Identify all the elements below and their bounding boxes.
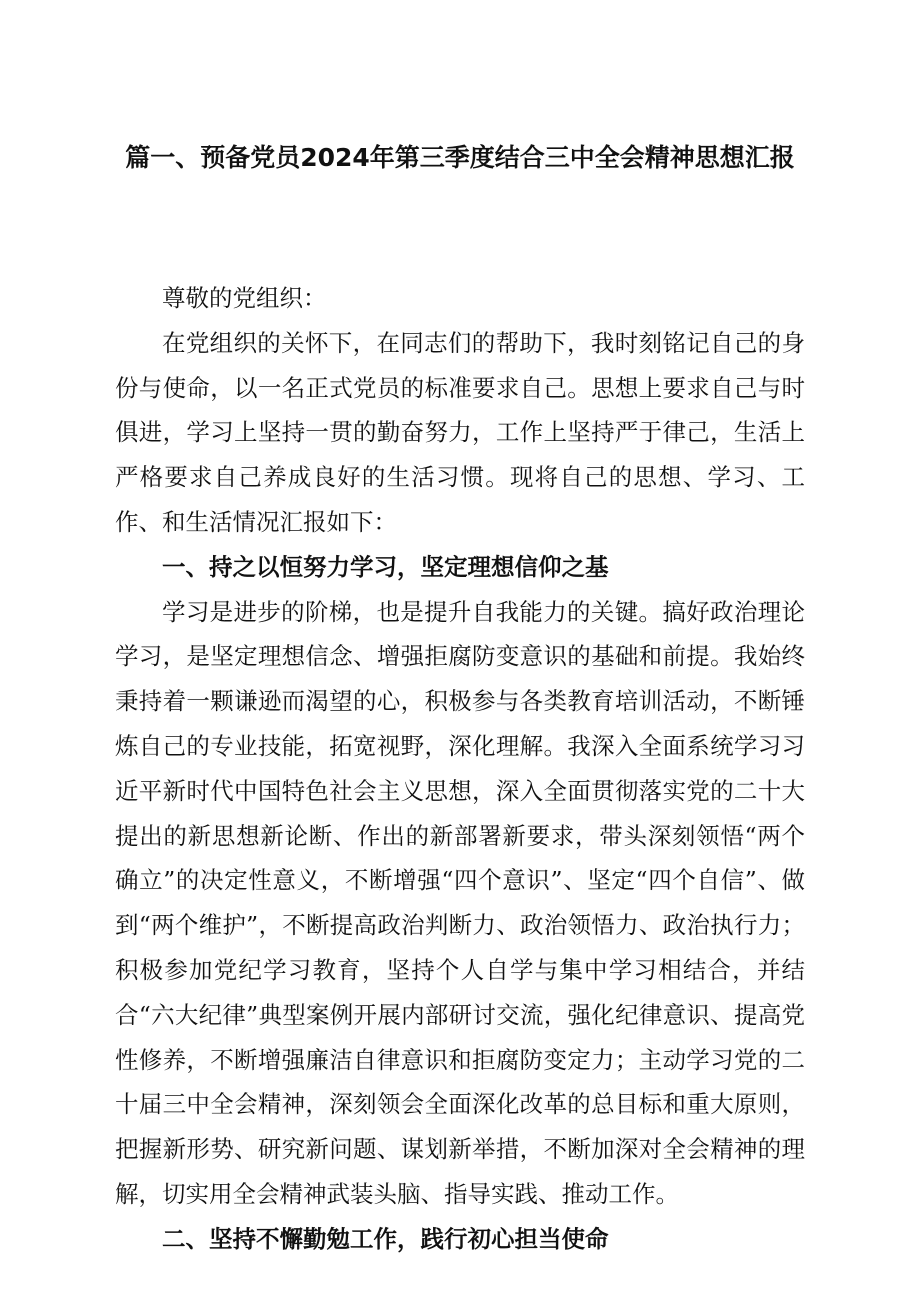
section-1-paragraph: 学习是进步的阶梯，也是提升自我能力的关键。搞好政治理论学习，是坚定理想信念、增强拒腐防变意识的基础和前提。我始终秉持着一颗谦逊而渴望的心，积极参与各类教育培训活动，不断锤炼自己的专业技能，拓宽视野，深化理解。我深入全面系统学习习近平新时代中国特色社会主义思想，深入全面贯彻落实党的二十大提出的新思想新论断、作出的新部署新要求，带头深刻领悟“两个确立”的决定性意义，不断增强“四个意识”、坚定“四个自信”、做到“两个维护”，不断提高政治判断力、政治领悟力、政治执行力；积极参加党纪学习教育，坚持个人自学与集中学习相结合，并结合“六大纪律”典型案例开展内部研讨交流，强化纪律意识、提高党性修养，不断增强廉洁自律意识和拒腐防变定力；主动学习党的二十届三中全会精神，深刻领会全面深化改革的总目标和重大原则，把握新形势、研究新问题、谋划新举措，不断加深对全会精神的理解，切实用全会精神武装头脑、指导实践、推动工作。 — [115, 597, 805, 1208]
section-1-heading: 一、持之以恒努力学习，坚定理想信仰之基 — [162, 552, 609, 581]
salutation: 尊敬的党组织： — [162, 284, 327, 312]
intro-paragraph: 在党组织的关怀下，在同志们的帮助下，我时刻铭记自己的身份与使命，以一名正式党员的标准要求自己。思想上要求自己与时俱进，学习上坚持一贯的勤奋努力，工作上坚持严于律己，生活上严格要求自己养成良好的生活习惯。现将自己的思想、学习、工作、和生活情况汇报如下： — [115, 328, 805, 536]
section-2-heading: 二、坚持不懈勤勉工作，践行初心担当使命 — [162, 1224, 609, 1253]
document-title: 篇一、预备党员2024年第三季度结合三中全会精神思想汇报 — [125, 143, 795, 172]
document-body — [115, 276, 805, 1262]
